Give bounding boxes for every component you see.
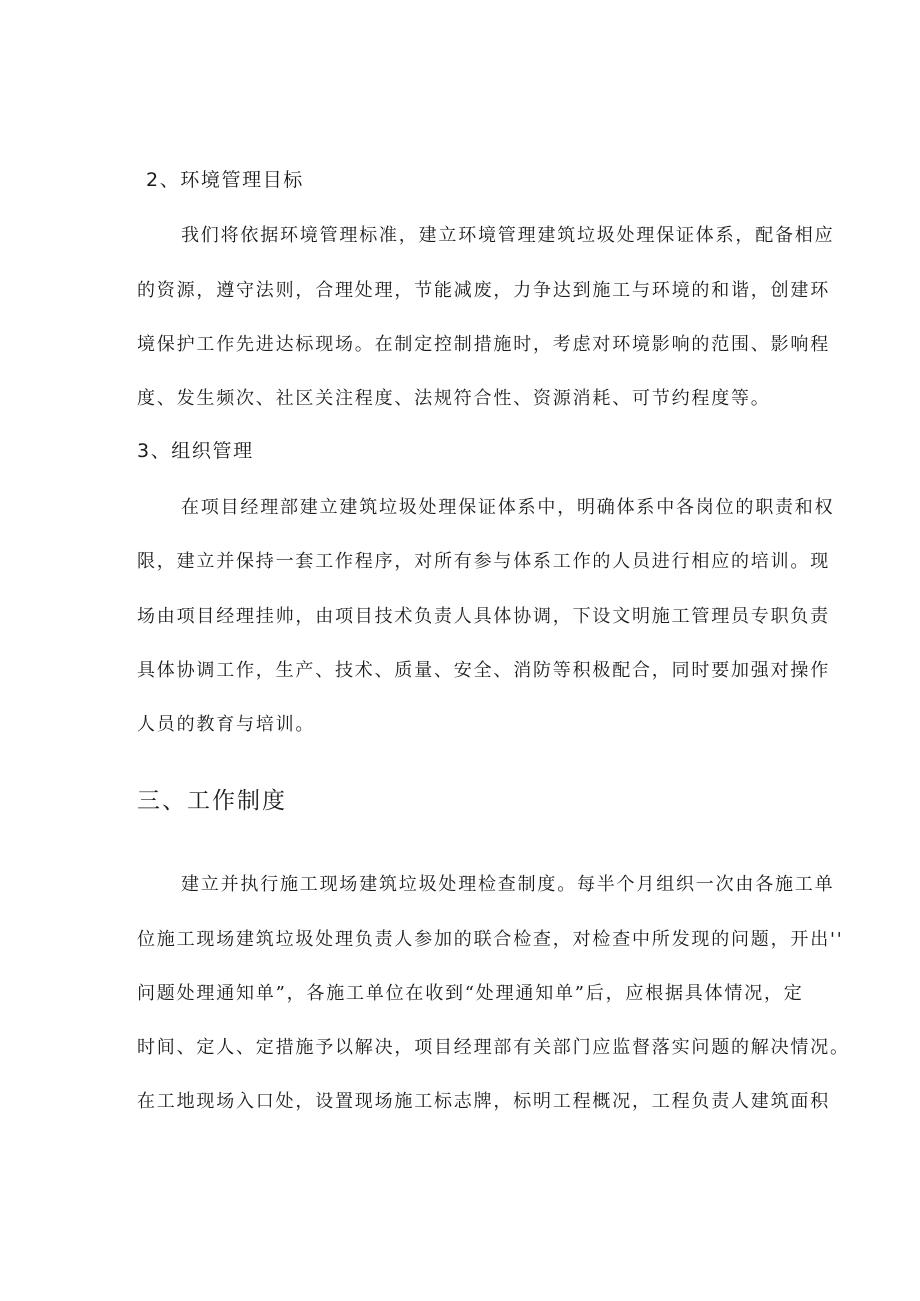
env-goal-heading: 2、环境管理目标 <box>146 169 304 191</box>
work-system-line-2: 位施工现场建筑垃圾处理负责人参加的联合检查，对检查中所发现的问题，开出'' <box>137 929 844 950</box>
org-mgmt-line-5: 人员的教育与培训。 <box>137 714 316 735</box>
env-goal-line-2: 的资源，遵守法则，合理处理，节能减废，力争达到施工与环境的和谐，创建环 <box>137 280 830 301</box>
org-mgmt-line-1: 在项目经理部建立建筑垃圾处理保证体系中，明确体系中各岗位的职责和权 <box>181 497 835 518</box>
org-mgmt-heading: 3、组织管理 <box>137 440 254 462</box>
work-system-line-4: 时间、定人、定措施予以解决，项目经理部有关部门应监督落实问题的解决情况。 <box>137 1037 850 1058</box>
env-goal-line-4: 度、发生频次、社区关注程度、法规符合性、资源消耗、可节约程度等。 <box>137 388 771 409</box>
env-goal-line-1: 我们将依据环境管理标准，建立环境管理建筑垃圾处理保证体系，配备相应 <box>181 225 835 246</box>
work-system-line-5: 在工地现场入口处，设置现场施工标志牌，标明工程概况，工程负责人建筑面积 <box>137 1091 830 1112</box>
org-mgmt-line-3: 场由项目经理挂帅，由项目技术负责人具体协调，下设文明施工管理员专职负责 <box>137 606 830 627</box>
org-mgmt-line-4: 具体协调工作，生产、技术、质量、安全、消防等积极配合，同时要加强对操作 <box>137 660 830 681</box>
work-system-title: 三、工作制度 <box>137 788 287 814</box>
work-system-line-3: 问题处理通知单”，各施工单位在收到“处理通知单”后，应根据具体情况，定 <box>137 983 804 1004</box>
env-goal-line-3: 境保护工作先进达标现场。在制定控制措施时，考虑对环境影响的范围、影响程 <box>137 334 830 355</box>
work-system-line-1: 建立并执行施工现场建筑垃圾处理检查制度。每半个月组织一次由各施工单 <box>181 874 835 895</box>
org-mgmt-line-2: 限，建立并保持一套工作程序，对所有参与体系工作的人员进行相应的培训。现 <box>137 551 830 572</box>
